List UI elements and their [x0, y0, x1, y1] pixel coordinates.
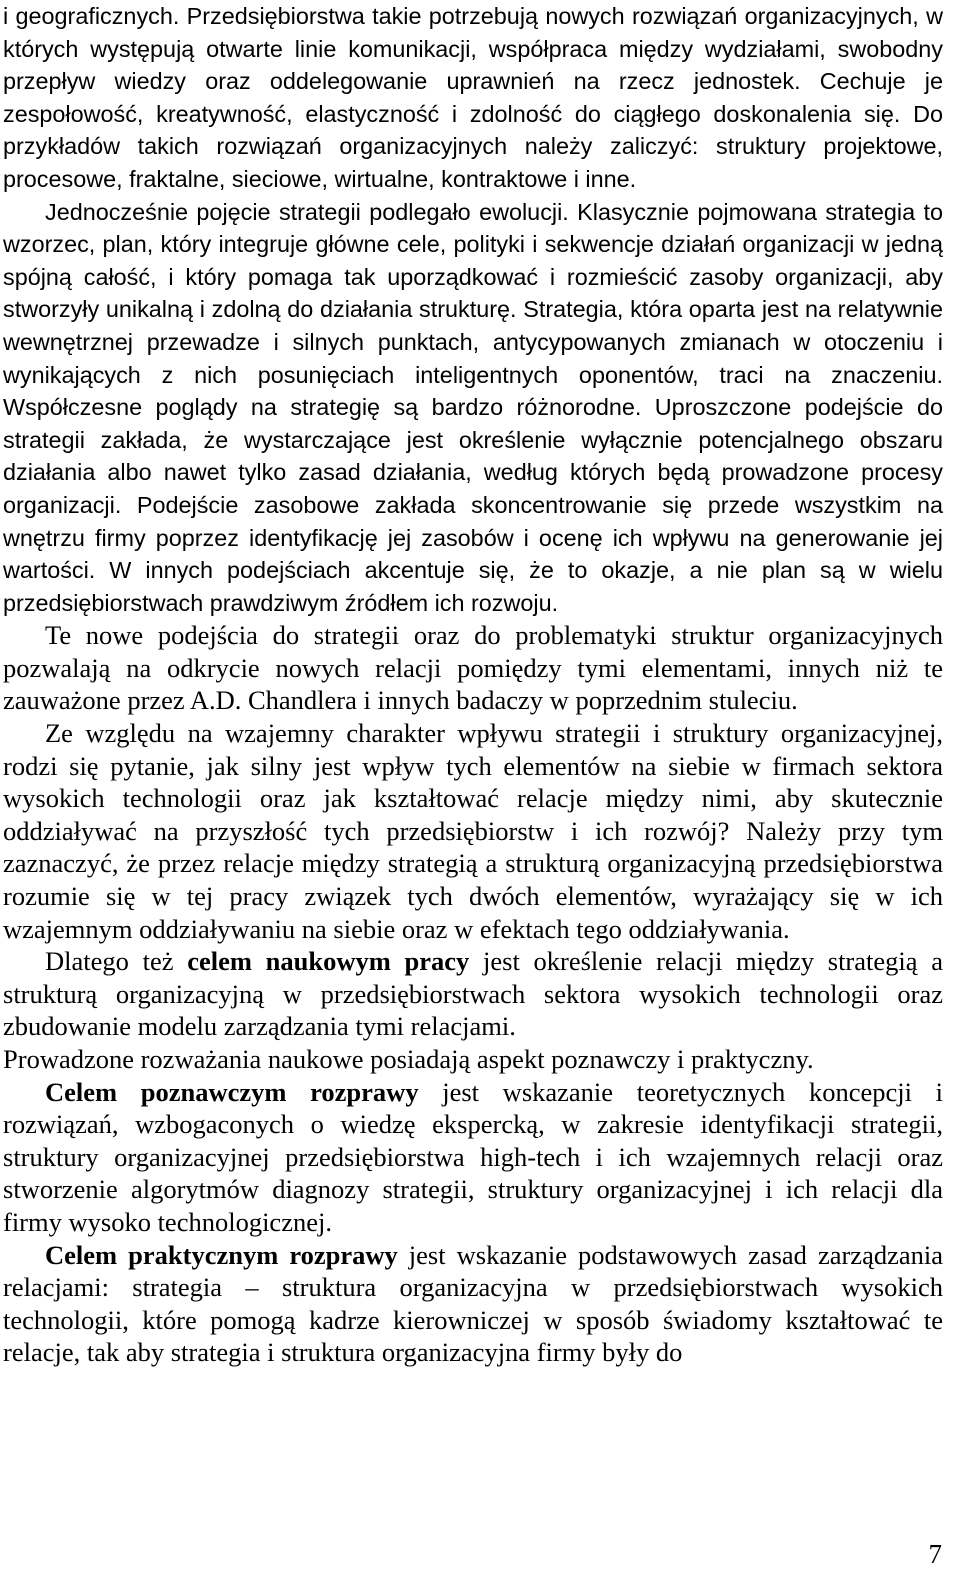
- practical-goal-post: jest wskazanie podstawowych zasad zarządzania relacjami: strategia – struktura organizacyjna w przedsiębiorstwach wysokich technologii, które pomogą kadrze kierowniczej w sposób świadomy kształtować te relacje, tak aby strategia i struktura organizacyjna firmy były do: [3, 1239, 943, 1368]
- scientific-goal-pre: Dlatego też: [45, 946, 188, 977]
- scientific-goal-bold: celem naukowym pracy: [187, 946, 470, 977]
- paragraph-aspects: Prowadzone rozważania naukowe posiadają aspekt poznawczy i praktyczny.: [3, 1044, 814, 1074]
- paragraph-practical-goal: [3, 1239, 943, 1369]
- paragraph-scientific-goal: [3, 945, 943, 1043]
- cognitive-goal-bold: Celem poznawczym rozprawy: [45, 1076, 419, 1107]
- paragraph-research-question: Ze względu na wzajemny charakter wpływu strategii i struktury organizacyjnej, rodzi się pytanie, jak silny jest wpływ tych elementów na siebie w firmach sektora wysokich technologii oraz jak kształtować relacje między nimi, aby skutecznie oddziaływać na przyszłość tych przedsiębiorstw i ich rozwój? Należy przy tym zaznaczyć, że przez relacje między strategią a strukturą organizacyjną przedsiębiorstwa rozumie się w tej pracy związek tych dwóch elementów, wyrażający się w ich wzajemnym oddziaływaniu na siebie oraz w efektach tego oddziaływania.: [3, 718, 943, 944]
- paragraph-cognitive-goal: [3, 1076, 943, 1239]
- paragraph-intro-continuation: i geograficznych. Przedsiębiorstwa takie potrzebują nowych rozwiązań organizacyjnych, w których występują otwarte linie komunikacji, współpraca między wydziałami, swobodny przepływ wiedzy oraz oddelegowanie uprawnień na rzecz jednostek. Cechuje je zespołowość, kreatywność, elastyczność i zdolność do ciągłego doskonalenia się. Do przykładów takich rozwiązań organizacyjnych należy zaliczyć: struktury projektowe, procesowe, fraktalne, sieciowe, wirtualne, kontraktowe i inne.: [3, 3, 943, 192]
- paragraph-strategy-evolution: Jednocześnie pojęcie strategii podlegało ewolucji. Klasycznie pojmowana strategia to wzorzec, plan, który integruje główne cele, polityki i sekwencje działań organizacji w jedną spójną całość, i który pomaga tak uporządkować i rozmieścić zasoby organizacji, aby stworzyły unikalną i zdolną do działania strukturę. Strategia, która oparta jest na relatywnie wewnętrznej przewadze i silnych punktach, antycypowanych zmianach w otoczeniu i wynikających z nich posunięciach inteligentnych oponentów, traci na znaczeniu. Współczesne poglądy na strategię są bardzo różnorodne. Uproszczone podejście do strategii zakłada, że wystarczające jest określenie wyłącznie potencjalnego obszaru działania albo nawet tylko zasad działania, według których będą prowadzone procesy organizacji. Podejście zasobowe zakłada skoncentrowanie się przede wszystkim na wnętrzu firmy poprzez identyfikację jej zasobów i ocenę ich wpływu na generowanie jej wartości. W innych podejściach akcentuje się, że to okazje, a nie plan są w wielu przedsiębiorstwach prawdziwym źródłem ich rozwoju.: [3, 198, 943, 616]
- practical-goal-bold: Celem praktycznym rozprawy: [45, 1239, 398, 1270]
- document-body: [3, 0, 943, 1369]
- scientific-goal-post: jest określenie relacji między strategią a strukturą organizacyjną w przedsiębiorstwach sektora wysokich technologii oraz zbudowanie modelu zarządzania tymi relacjami.: [3, 946, 943, 1042]
- page-number: 7: [928, 1539, 942, 1569]
- cognitive-goal-post: jest wskazanie teoretycznych koncepcji i rozwiązań, wzbogaconych o wiedzę ekspercką, w zakresie identyfikacji strategii, struktury organizacyjnej przedsiębiorstwa high-tech i ich wzajemnych relacji oraz stworzenie algorytmów diagnozy strategii, struktury organizacyjnej i ich relacji dla firmy wysoko technologicznej.: [3, 1076, 943, 1237]
- paragraph-new-approaches: Te nowe podejścia do strategii oraz do problematyki struktur organizacyjnych pozwalają na odkrycie nowych relacji pomiędzy tymi elementami, innych niż te zauważone przez A.D. Chandlera i innych badaczy w poprzednim stuleciu.: [3, 620, 943, 716]
